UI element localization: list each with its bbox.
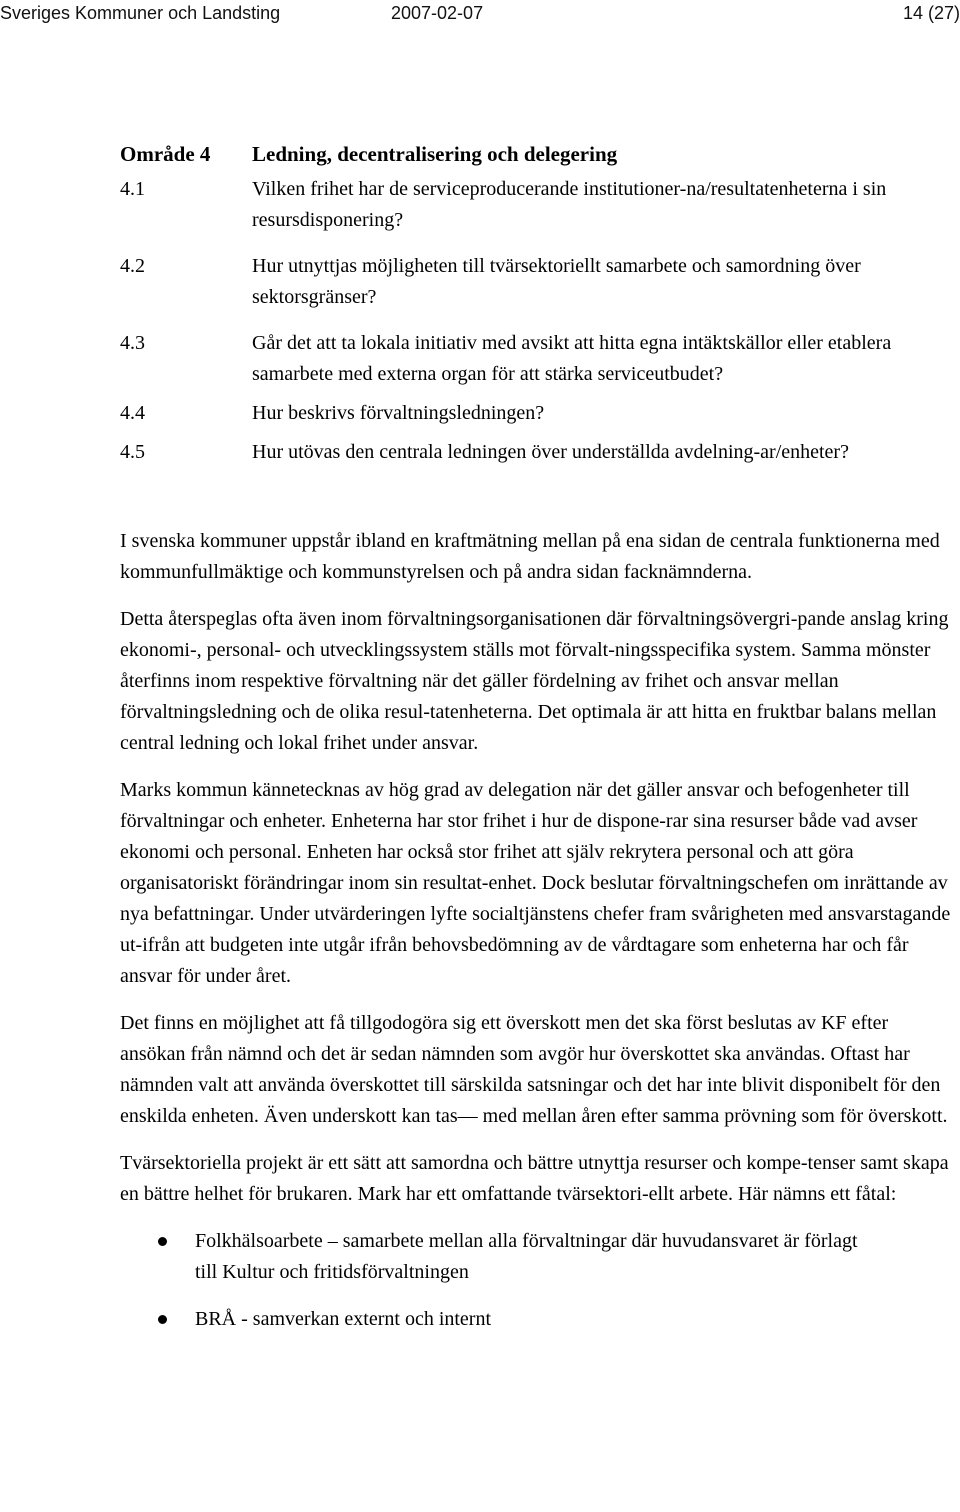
body-paragraph: Tvärsektoriella projekt är ett sätt att samordna och bättre utnyttja resurser och kompe-tenser samt skapa en bättre helhet för brukaren. Mark har ett omfattande tvärsektori-ellt arbete. Här nämns ett fåtal:: [120, 1152, 949, 1205]
bullet-list: [120, 1226, 960, 1335]
question-item: [120, 328, 960, 390]
section-title: Ledning, decentralisering och delegering: [252, 142, 618, 166]
question-item: [120, 398, 960, 429]
section-heading: [120, 138, 960, 170]
body-paragraph: I svenska kommuner uppstår ibland en kraftmätning mellan på ena sidan de centrala funktionerna med kommunfullmäktige och kommunstyrelsen och på andra sidan facknämnderna.: [120, 530, 940, 583]
bullet-text: Folkhälsoarbete – samarbete mellan alla förvaltningar där huvudansvaret är förlagt till Kultur och fritidsförvaltningen: [195, 1230, 858, 1283]
question-text: Hur beskrivs förvaltningsledningen?: [252, 402, 545, 424]
question-item: [120, 174, 960, 236]
question-text: Går det att ta lokala initiativ med avsikt att hitta egna intäktskällor eller etablera samarbete med externa organ för att stärka serviceutbudet?: [252, 332, 892, 385]
question-number: 4.2: [120, 255, 145, 277]
header-page-number: 14 (27): [902, 3, 960, 23]
question-text: Hur utövas den centrala ledningen över underställda avdelning-ar/enheter?: [252, 441, 849, 463]
bullet-text: BRÅ - samverkan externt och internt: [195, 1308, 492, 1330]
header-organization: Sveriges Kommuner och Landsting: [0, 3, 281, 23]
body-paragraph: Detta återspeglas ofta även inom förvaltningsorganisationen där förvaltningsövergri-pande anslag kring ekonomi-, personal- och utvecklingssystem ställs mot förvalt-ningsspecifika system. Samma mönster återfinns inom respektive förvaltning när det gäller fördelning av frihet och ansvar mellan förvaltningsledning och de olika resul-tatenheterna. Det optimala är att hitta en fruktbar balans mellan central ledning och lokal frihet under ansvar.: [120, 608, 949, 754]
question-text: Vilken frihet har de serviceproducerande institutioner-na/resultatenheterna i sin resursdisponering?: [252, 178, 887, 231]
bullet-item: [120, 1226, 960, 1288]
question-number: 4.3: [120, 332, 145, 354]
page-header: [0, 0, 960, 26]
document-body: [120, 138, 960, 1351]
question-number: 4.1: [120, 178, 145, 200]
section-number: Område 4: [120, 142, 211, 166]
question-item: [120, 437, 960, 468]
question-number: 4.4: [120, 402, 145, 424]
body-paragraph: Det finns en möjlighet att få tillgodogöra sig ett överskott men det ska först beslutas av KF efter ansökan från nämnd och det är sedan nämnden som avgör hur överskottet ska användas. Oftast har nämnden valt att använda överskottet till särskilda satsningar och det har inte blivit disponibelt för den enskilda enheten. Även underskott kan tas— med mellan åren efter samma prövning som för överskott.: [120, 1012, 948, 1127]
question-number: 4.5: [120, 441, 145, 463]
body-paragraph: Marks kommun kännetecknas av hög grad av delegation när det gäller ansvar och befogenheter till förvaltningar och enheter. Enheterna har stor frihet i hur de dispone-rar sina resurser både vad avser ekonomi och personal. Enheten har också stor frihet att själv rekrytera personal och att göra organisatoriskt förändringar inom sin resultat-enhet. Dock beslutar förvaltningschefen om inrättande av nya befattningar. Under utvärderingen lyfte socialtjänstens chefer fram svårigheten med ansvarstagande ut-ifrån att budgeten inte utgår ifrån behovsbedömning av de vårdtagare som enheterna har och får ansvar för under året.: [120, 779, 951, 987]
question-list: [120, 174, 960, 468]
header-date: 2007-02-07: [391, 3, 484, 23]
bullet-icon: [158, 1315, 167, 1324]
bullet-item: [120, 1304, 960, 1335]
bullet-icon: [158, 1237, 167, 1246]
question-text: Hur utnyttjas möjligheten till tvärsektoriellt samarbete och samordning över sektorsgränser?: [252, 255, 861, 308]
question-item: [120, 251, 960, 313]
